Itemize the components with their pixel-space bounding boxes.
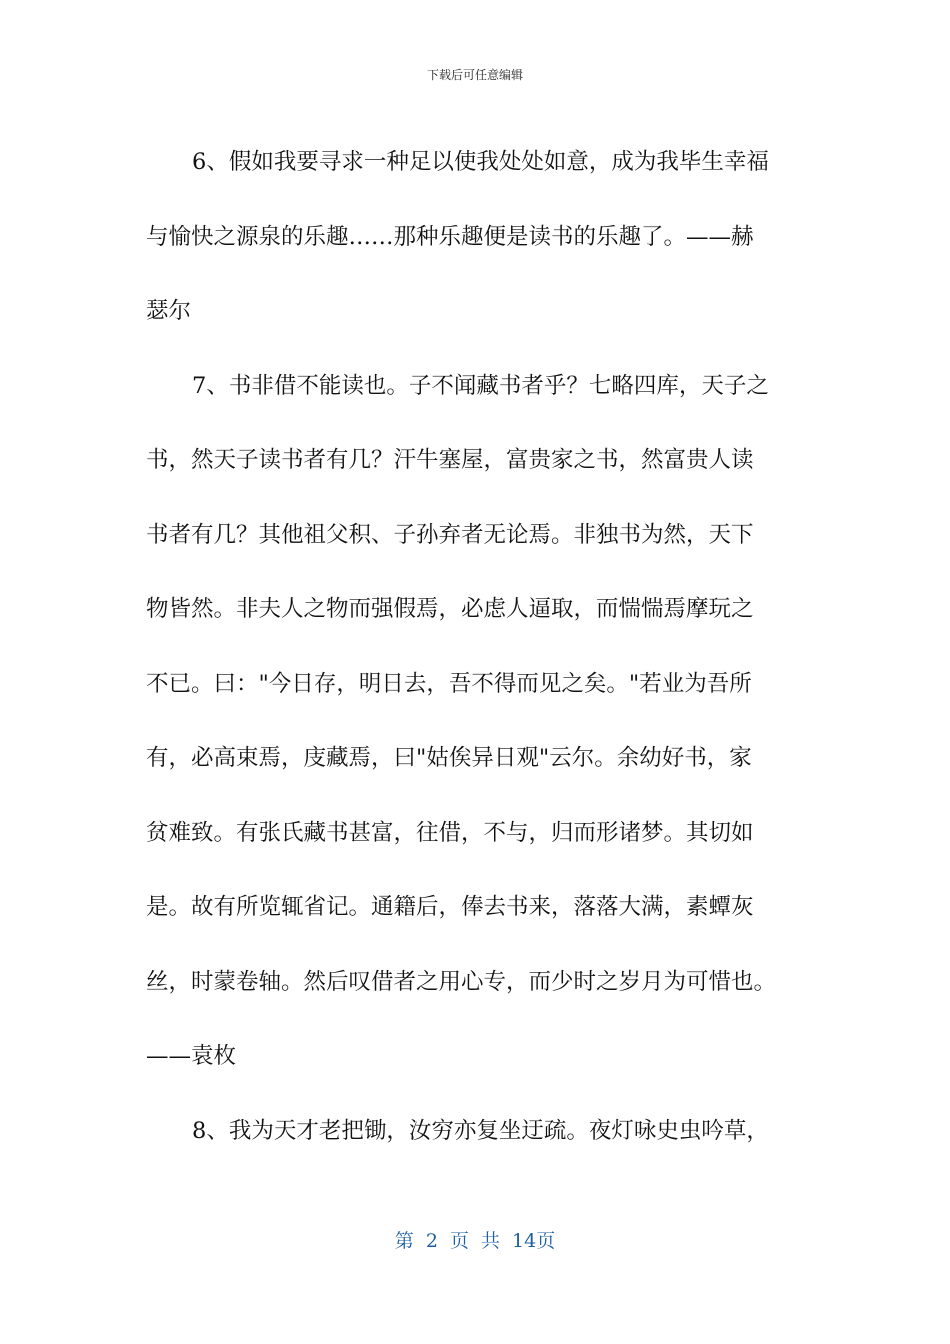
paragraph-line: 不已。曰："今日存，明日去，吾不得而见之矣。"若业为吾所 xyxy=(146,670,752,697)
paragraph-line: 6、假如我要寻求一种足以使我处处如意，成为我毕生幸福 xyxy=(192,149,769,175)
paragraph-line: 是。故有所览辄省记。通籍后，俸去书来，落落大满，素蟫灰 xyxy=(146,894,754,920)
paragraph-line: 7、书非借不能读也。子不闻藏书者乎？七略四库，天子之 xyxy=(192,372,769,399)
page-number-footer: 第 2 页 共 14页 xyxy=(394,1230,556,1252)
paragraph-line: 8、我为天才老把锄，汝穷亦复坐迂疏。夜灯咏史虫吟草， xyxy=(192,1117,769,1144)
paragraph-line: 贫难致。有张氏藏书甚富，往借，不与，归而形诸梦。其切如 xyxy=(146,819,754,846)
paragraph-line: 有，必高束焉，庋藏焉，曰"姑俟异日观"云尔。余幼好书，家 xyxy=(146,745,752,771)
paragraph-line: 书，然天子读书者有几？汗牛塞屋，富贵家之书，然富贵人读 xyxy=(146,447,754,473)
paragraph-line: ——袁枚 xyxy=(146,1043,237,1069)
paragraph-line: 物皆然。非夫人之物而强假焉，必虑人逼取，而惴惴焉摩玩之 xyxy=(146,596,754,622)
paragraph-line: 与愉快之源泉的乐趣……那种乐趣便是读书的乐趣了。——赫 xyxy=(146,223,754,250)
paragraph-line: 瑟尔 xyxy=(146,298,192,324)
document-body xyxy=(146,125,806,1168)
paragraph-line: 丝，时蒙卷轴。然后叹借者之用心专，而少时之岁月为可惜也。 xyxy=(146,968,777,995)
page-header: 下载后可任意编辑 xyxy=(426,68,523,82)
paragraph-line: 书者有几？其他祖父积、子孙弃者无论焉。非独书为然，天下 xyxy=(146,521,754,548)
